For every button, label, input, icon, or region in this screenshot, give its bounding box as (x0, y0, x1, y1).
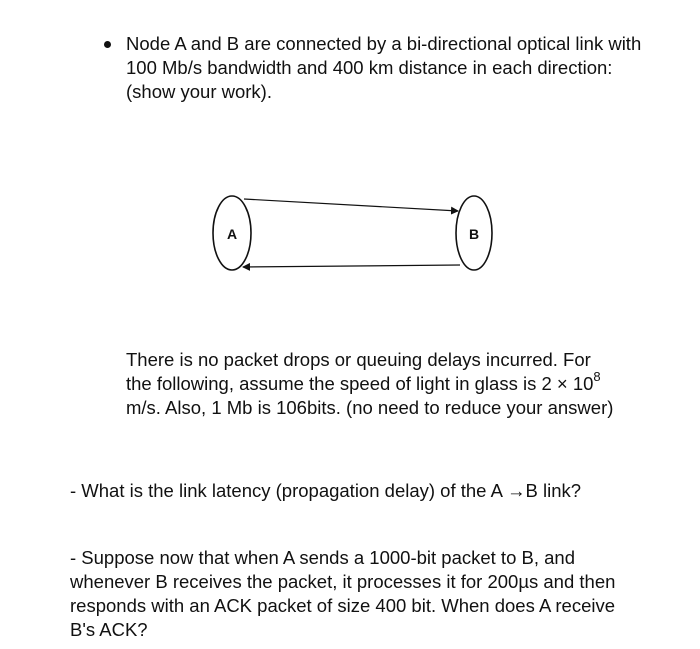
link-b-to-a-arrow (243, 265, 460, 267)
conditions-line-1: There is no packet drops or queuing delays incurred. For (126, 349, 591, 370)
question-2: - Suppose now that when A sends a 1000-bit packet to B, and whenever B receives the packet, it processes it for 200µs and then responds with an ACK packet of size 400 bit. When does A receive B's ACK? (70, 547, 616, 640)
node-a-label: A (226, 226, 238, 242)
question-1: - What is the link latency (propagation delay) of the A →B link? (70, 480, 582, 501)
conditions-paragraph (126, 348, 686, 420)
conditions-line-3: m/s. Also, 1 Mb is 106bits. (no need to reduce your answer) (126, 397, 614, 418)
exponent: 8 (593, 368, 601, 384)
conditions-line-2 (126, 368, 686, 396)
intro-text: Node A and B are connected by a bi-directional optical link with 100 Mb/s bandwidth and 400 km distance in each direction: (show your work). (126, 33, 642, 102)
node-b-label: B (468, 226, 480, 242)
link-a-to-b-arrow (244, 199, 458, 211)
node-a (213, 196, 251, 270)
conditions-line-2-text: the following, assume the speed of light in glass is 2 × 10 (126, 373, 594, 394)
node-b (456, 196, 492, 270)
